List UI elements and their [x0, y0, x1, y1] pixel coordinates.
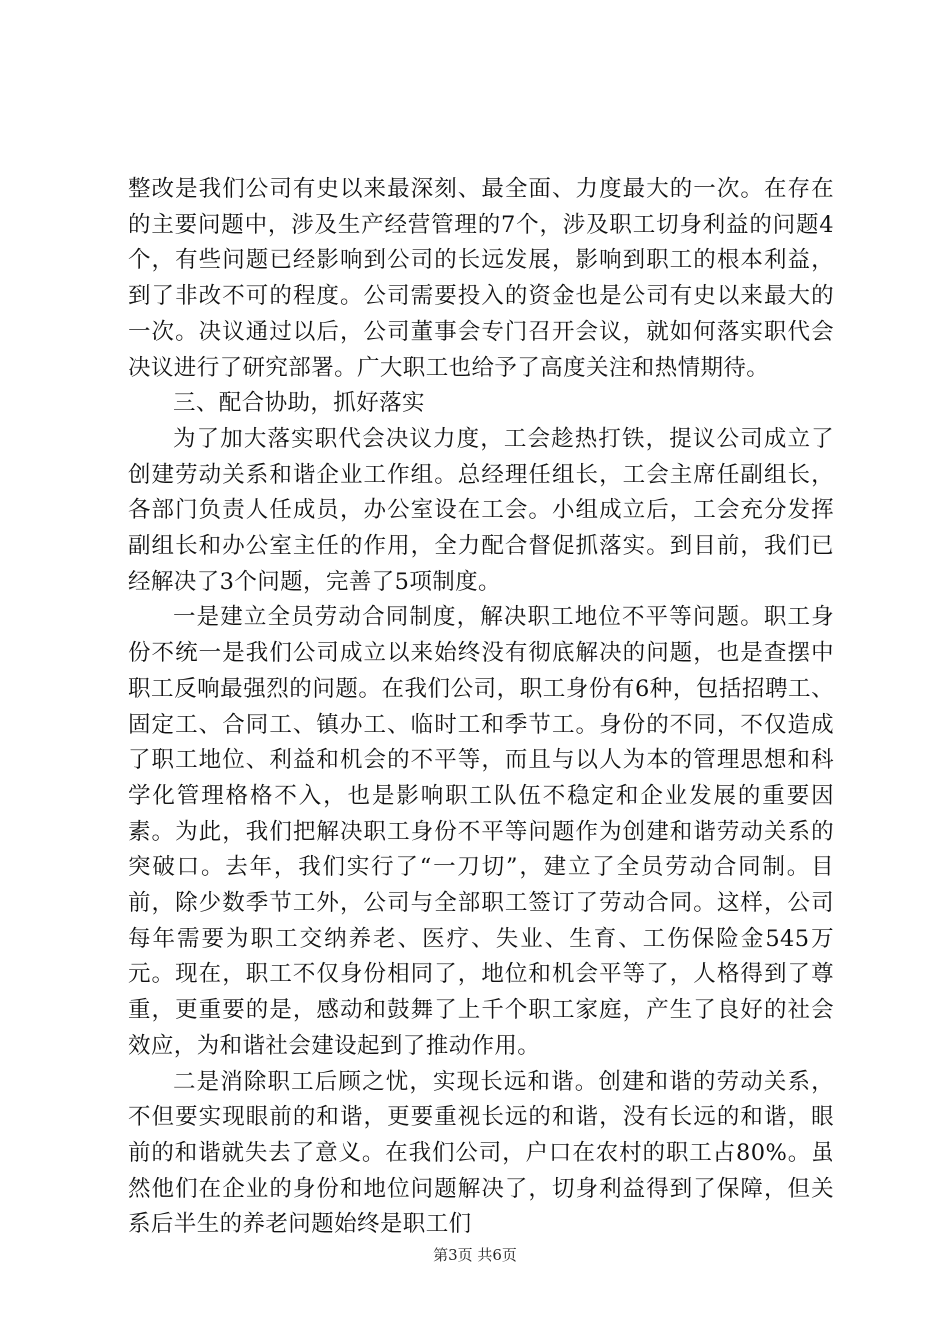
document-body: [128, 172, 834, 1243]
paragraph-long-term-harmony: 二是消除职工后顾之忧，实现长远和谐。创建和谐的劳动关系，不但要实现眼前的和谐，更要重视长远的和谐，没有长远的和谐，眼前的和谐就失去了意义。在我们公司，户口在农村的职工占80%。虽然他们在企业的身份和地位问题解决了，切身利益得到了保障，但关系后半生的养老问题始终是职工们: [128, 1068, 834, 1238]
paragraph-continuation: 整改是我们公司有史以来最深刻、最全面、力度最大的一次。在存在的主要问题中，涉及生产经营管理的7个，涉及职工切身利益的问题4个，有些问题已经影响到公司的长远发展，影响到职工的根本利益，到了非改不可的程度。公司需要投入的资金也是公司有史以来最大的一次。决议通过以后，公司董事会专门召开会议，就如何落实职代会决议进行了研究部署。广大职工也给予了高度关注和热情期待。: [128, 176, 834, 381]
paragraph-labor-contract: 一是建立全员劳动合同制度，解决职工地位不平等问题。职工身份不统一是我们公司成立以来始终没有彻底解决的问题，也是查摆中职工反响最强烈的问题。在我们公司，职工身份有6种，包括招聘工、固定工、合同工、镇办工、临时工和季节工。身份的不同，不仅造成了职工地位、利益和机会的不平等，而且与以人为本的管理思想和科学化管理格格不入，也是影响职工队伍不稳定和企业发展的重要因素。为此，我们把解决职工身份不平等问题作为创建和谐劳动关系的突破口。去年，我们实行了“一刀切”，建立了全员劳动合同制。目前，除少数季节工外，公司与全部职工签订了劳动合同。这样，公司每年需要为职工交纳养老、医疗、失业、生育、工伤保险金545万元。现在，职工不仅身份相同了，地位和机会平等了，人格得到了尊重，更重要的是，感动和鼓舞了上千个职工家庭，产生了良好的社会效应，为和谐社会建设起到了推动作用。: [128, 604, 834, 1059]
page-footer: 第3页 共6页: [433, 1246, 517, 1264]
section-heading: 三、配合协助，抓好落实: [173, 390, 425, 417]
paragraph-workgroup: 为了加大落实职代会决议力度，工会趁热打铁，提议公司成立了创建劳动关系和谐企业工作组。总经理任组长，工会主席任副组长，各部门负责人任成员，办公室设在工会。小组成立后，工会充分发挥副组长和办公室主任的作用，全力配合督促抓落实。到目前，我们已经解决了3个问题，完善了5项制度。: [128, 425, 834, 595]
